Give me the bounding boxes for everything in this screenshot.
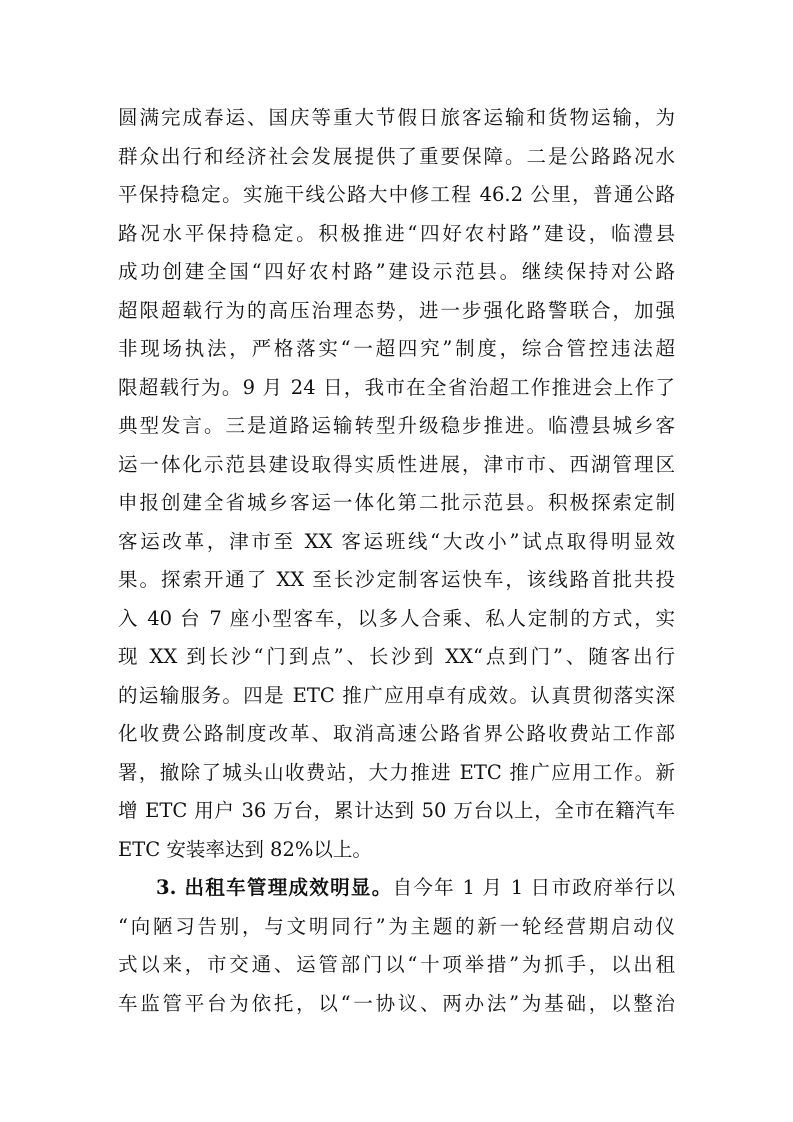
paragraph-line: 典型发言。三是道路运输转型升级稳步推进。临澧县城乡客 — [118, 414, 675, 437]
paragraph-line: 化收费公路制度改革、取消高速公路省界公路收费站工作部 — [118, 722, 675, 745]
paragraph-line: 圆满完成春运、国庆等重大节假日旅客运输和货物运输，为 — [118, 106, 675, 129]
paragraph-line: 限超载行为。9 月 24 日，我市在全省治超工作推进会上作了 — [118, 375, 675, 399]
paragraph-line: 果。探索开通了 XX 至长沙定制客运快车，该线路首批共投 — [118, 568, 675, 591]
paragraph-line: 现 XX 到长沙“门到点”、长沙到 XX“点到门”、随客出行 — [118, 645, 675, 668]
section-heading: 3. 出租车管理成效明显。 — [156, 876, 393, 899]
paragraph-line: 路况水平保持稳定。积极推进“四好农村路”建设，临澧县 — [118, 221, 675, 245]
paragraph-line: 超限超载行为的高压治理态势，进一步强化路警联合，加强 — [118, 298, 675, 322]
paragraph-line: 成功创建全国“四好农村路”建设示范县。继续保持对公路 — [118, 260, 675, 283]
paragraph-line: 署，撤除了城头山收费站，大力推进 ETC 推广应用工作。新 — [118, 760, 675, 784]
paragraph-line: 非现场执法，严格落实“一超四究”制度，综合管控违法超 — [118, 337, 675, 360]
paragraph-line — [118, 871, 675, 910]
paragraph-text: 自今年 1 月 1 日市政府举行以 — [392, 876, 675, 899]
paragraph-line: 客运改革，津市至 XX 客运班线“大改小”试点取得明显效 — [118, 529, 675, 553]
paragraph-line: ETC 安装率达到 82%以上。 — [118, 837, 372, 861]
document-page — [118, 101, 675, 1025]
paragraph-line: 的运输服务。四是 ETC 推广应用卓有成效。认真贯彻落实深 — [118, 683, 675, 707]
paragraph-line: 入 40 台 7 座小型客车，以多人合乘、私人定制的方式，实 — [118, 606, 675, 630]
paragraph-line: 运一体化示范县建设取得实质性进展，津市市、西湖管理区 — [118, 452, 675, 476]
paragraph-line: 增 ETC 用户 36 万台，累计达到 50 万台以上，全市在籍汽车 — [118, 799, 675, 822]
paragraph-etc — [118, 101, 675, 871]
paragraph-taxi — [118, 871, 675, 1025]
paragraph-line: 车监管平台为依托，以“一协议、两办法”为基础，以整治 — [118, 991, 675, 1015]
paragraph-line: 式以来，市交通、运管部门以“十项举措”为抓手，以出租 — [118, 953, 675, 976]
paragraph-line: 群众出行和经济社会发展提供了重要保障。二是公路路况水 — [118, 144, 675, 168]
paragraph-line: “向陋习告别，与文明同行”为主题的新一轮经营期启动仪 — [118, 914, 675, 938]
paragraph-line: 申报创建全省城乡客运一体化第二批示范县。积极探索定制 — [118, 491, 675, 514]
paragraph-line: 平保持稳定。实施干线公路大中修工程 46.2 公里，普通公路 — [118, 183, 675, 206]
